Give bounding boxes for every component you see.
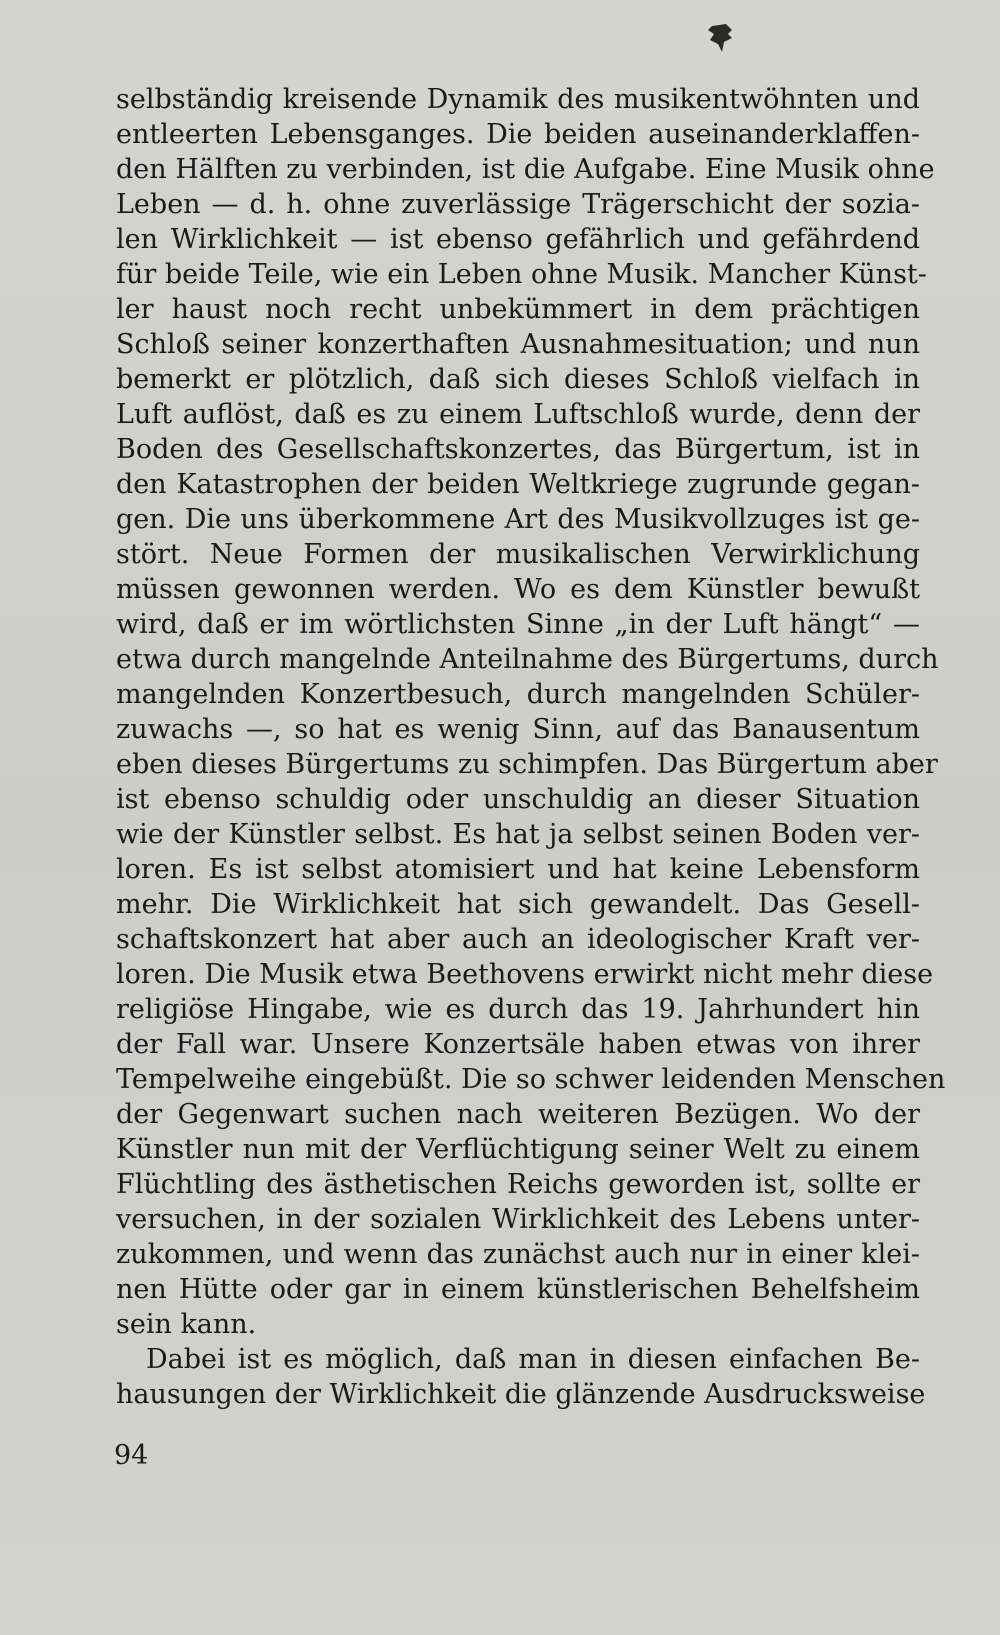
- text-line: versuchen, in der sozialen Wirklichkeit des Lebens unter-: [116, 1204, 920, 1235]
- text-line: etwa durch mangelnde Anteilnahme des Bürgertums, durch: [116, 644, 939, 675]
- text-line-paragraph-end: sein kann.: [116, 1309, 257, 1340]
- text-line: Leben — d. h. ohne zuverlässige Trägerschicht der sozia-: [116, 189, 920, 220]
- text-line-paragraph-start: Dabei ist es möglich, daß man in diesen einfachen Be-: [146, 1344, 920, 1375]
- text-line: entleerten Lebensganges. Die beiden auseinanderklaffen-: [116, 119, 920, 150]
- page-number: 94: [114, 1440, 149, 1471]
- body-text: [116, 82, 946, 1412]
- text-line: bemerkt er plötzlich, daß sich dieses Schloß vielfach in: [116, 364, 920, 395]
- text-line: Boden des Gesellschaftskonzertes, das Bürgertum, ist in: [116, 434, 920, 465]
- text-line: stört. Neue Formen der musikalischen Verwirklichung: [116, 539, 920, 570]
- text-line: Schloß seiner konzerthaften Ausnahmesituation; und nun: [116, 329, 920, 360]
- text-line: hausungen der Wirklichkeit die glänzende Ausdrucksweise: [116, 1379, 926, 1410]
- text-line: wird, daß er im wörtlichsten Sinne „in der Luft hängt“ —: [116, 609, 920, 640]
- text-line: müssen gewonnen werden. Wo es dem Künstler bewußt: [116, 574, 920, 605]
- text-line: ist ebenso schuldig oder unschuldig an dieser Situation: [116, 784, 920, 815]
- text-line: loren. Es ist selbst atomisiert und hat keine Lebensform: [116, 854, 920, 885]
- text-line: religiöse Hingabe, wie es durch das 19. Jahrhundert hin: [116, 994, 920, 1025]
- text-line: gen. Die uns überkommene Art des Musikvollzuges ist ge-: [116, 504, 920, 535]
- text-line: mangelnden Konzertbesuch, durch mangelnden Schüler-: [116, 679, 920, 710]
- text-line: schaftskonzert hat aber auch an ideologischer Kraft ver-: [116, 924, 920, 955]
- text-line: nen Hütte oder gar in einem künstlerischen Behelfsheim: [116, 1274, 920, 1305]
- text-line: wie der Künstler selbst. Es hat ja selbst seinen Boden ver-: [116, 819, 920, 850]
- text-line: der Fall war. Unsere Konzertsäle haben etwas von ihrer: [116, 1029, 920, 1060]
- text-line: zukommen, und wenn das zunächst auch nur in einer klei-: [116, 1239, 920, 1270]
- ink-blot-mark: [706, 22, 734, 54]
- text-line: ler haust noch recht unbekümmert in dem prächtigen: [116, 294, 920, 325]
- text-line: der Gegenwart suchen nach weiteren Bezügen. Wo der: [116, 1099, 920, 1130]
- text-line: den Katastrophen der beiden Weltkriege zugrunde gegan-: [116, 469, 920, 500]
- text-line: Künstler nun mit der Verflüchtigung seiner Welt zu einem: [116, 1134, 920, 1165]
- text-line: Tempelweihe eingebüßt. Die so schwer leidenden Menschen: [116, 1064, 946, 1095]
- text-line: zuwachs —, so hat es wenig Sinn, auf das Banausentum: [116, 714, 920, 745]
- text-line: Luft auflöst, daß es zu einem Luftschloß wurde, denn der: [116, 399, 920, 430]
- text-line: eben dieses Bürgertums zu schimpfen. Das Bürgertum aber: [116, 749, 938, 780]
- text-line: Flüchtling des ästhetischen Reichs geworden ist, sollte er: [116, 1169, 920, 1200]
- text-line: selbständig kreisende Dynamik des musikentwöhnten und: [116, 84, 920, 115]
- text-line: für beide Teile, wie ein Leben ohne Musik. Mancher Künst-: [116, 259, 927, 290]
- text-line: den Hälften zu verbinden, ist die Aufgabe. Eine Musik ohne: [116, 154, 935, 185]
- text-line: len Wirklichkeit — ist ebenso gefährlich und gefährdend: [116, 224, 920, 255]
- text-line: mehr. Die Wirklichkeit hat sich gewandelt. Das Gesell-: [116, 889, 920, 920]
- text-line: loren. Die Musik etwa Beethovens erwirkt nicht mehr diese: [116, 959, 934, 990]
